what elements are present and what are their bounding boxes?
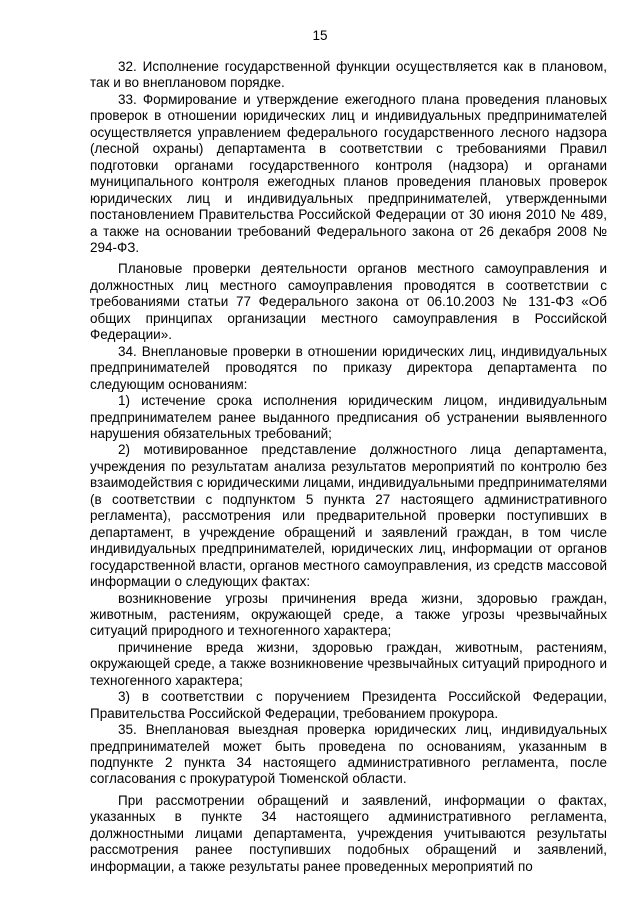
document-body: [90, 59, 607, 875]
paragraph-34-item-1: 1) истечение срока исполнения юридическим лицом, индивидуальным предпринимателем ранее выданного предписания об устранении выявленного нарушения обязательных требований;: [90, 393, 607, 441]
paragraph-34: 34. Внеплановые проверки в отношении юридических лиц, индивидуальных предпринимателей проводятся по приказу директора департамента по следующим основаниям:: [90, 343, 607, 392]
paragraph-34-item-2-fact-a: возникновение угрозы причинения вреда жизни, здоровью граждан, животным, растениям, окружающей среде, а также угрозы чрезвычайных ситуаций природного и техногенного характера;: [90, 590, 607, 639]
paragraph-35: 35. Внеплановая выездная проверка юридических лиц, индивидуальных предпринимателей может быть проведена по основаниям, указанным в подпункте 2 пункта 34 настоящего административного регламента, после согласования с прокуратурой Тюменской области.: [90, 722, 607, 787]
paragraph-32: 32. Исполнение государственной функции осуществляется как в плановом, так и во внеплановом порядке.: [90, 59, 607, 91]
paragraph-local-government-checks: Плановые проверки деятельности органов местного самоуправления и должностных лиц местного самоуправления проводятся в соответствии с требованиями статьи 77 Федерального закона от 06.10.2003 № 131-ФЗ «Об общих принципах организации местного самоуправления в Российской Федерации».: [90, 261, 607, 343]
paragraph-33: 33. Формирование и утверждение ежегодного плана проведения плановых проверок в отношении юридических лиц и индивидуальных предпринимателей осуществляется управлением федерального государственного лесного надзора (лесной охраны) департамента в соответствии с требованиями Правил подготовки органами государственного контроля (надзора) и органами муниципального контроля ежегодных планов проведения плановых проверок юридических лиц и индивидуальных предпринимателей, утвержденными постановлением Правительства Российской Федерации от 30 июня 2010 № 489, а также на основании требований Федерального закона от 26 декабря 2008 № 294-ФЗ.: [90, 91, 607, 255]
page-number: 15: [312, 28, 328, 43]
paragraph-34-item-3: 3) в соответствии с поручением Президента Российской Федерации, Правительства Российской Федерации, требованием прокурора.: [90, 689, 607, 721]
paragraph-35-consideration: При рассмотрении обращений и заявлений, информации о фактах, указанных в пункте 34 настоящего административного регламента, должностными лицами департамента, учреждения учитываются результаты рассмотрения ранее поступивших подобных обращений и заявлений, информации, а также результаты ранее проведенных мероприятий по: [90, 792, 607, 874]
paragraph-34-item-2: 2) мотивированное представление должностного лица департамента, учреждения по результатам анализа результатов мероприятий по контролю без взаимодействия с юридическими лицами, индивидуальными предпринимателями (в соответствии с подпунктом 5 пункта 27 настоящего административного регламента), рассмотрения или предварительной проверки поступивших в департамент, в учреждение обращений и заявлений граждан, в том числе индивидуальных предпринимателей, юридических лиц, информации от органов государственной власти, органов местного самоуправления, из средств массовой информации о следующих фактах:: [90, 442, 607, 590]
paragraph-34-item-2-fact-b: причинение вреда жизни, здоровью граждан, животным, растениям, окружающей среде, а также возникновение чрезвычайных ситуаций природного и техногенного характера;: [90, 639, 607, 688]
